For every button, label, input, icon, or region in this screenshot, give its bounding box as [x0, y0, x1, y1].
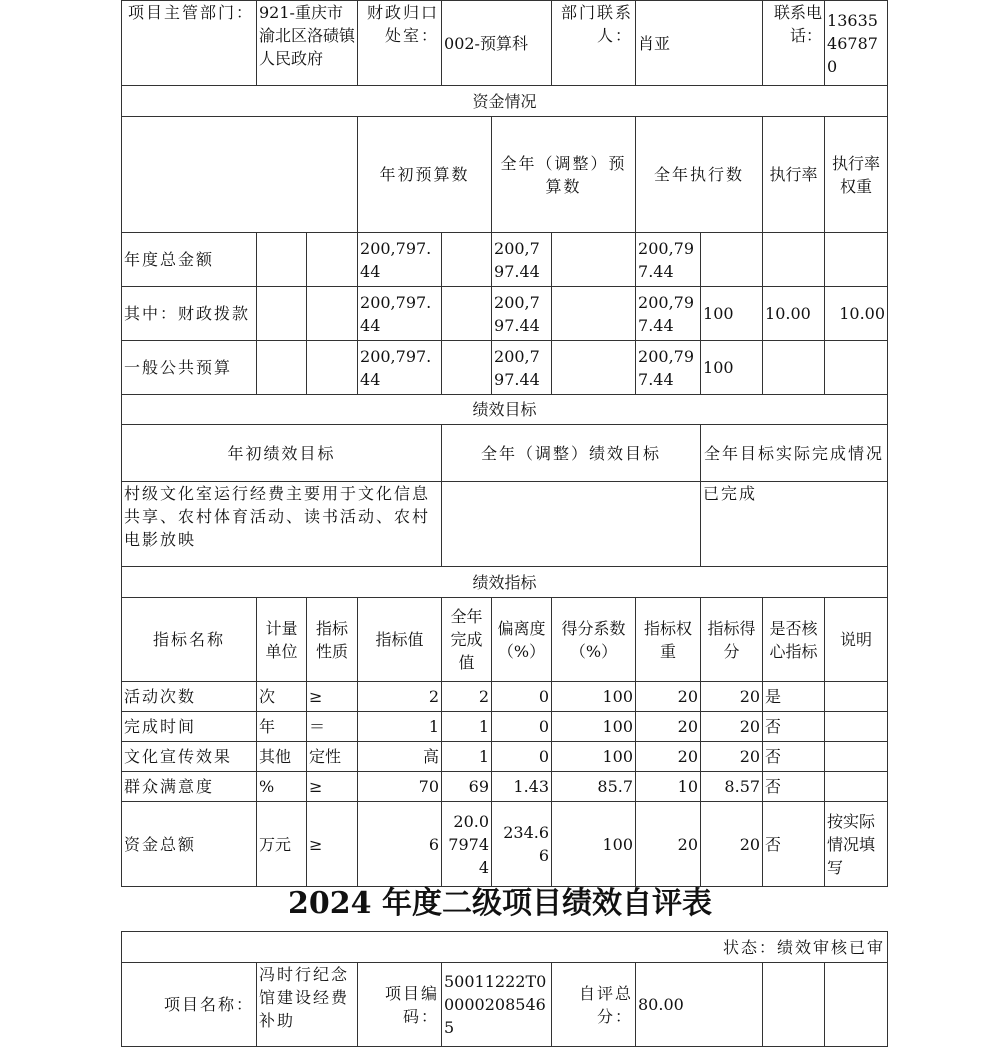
ind-actual: 1 — [442, 712, 492, 742]
goals-content-row — [122, 482, 888, 567]
funds-col-rate: 执行率 — [763, 117, 825, 233]
funds-header-row — [122, 117, 888, 233]
indicator-row — [122, 742, 888, 772]
funds-row-label: 年度总金额 — [122, 233, 257, 287]
funds-row-score: 10.00 — [825, 287, 888, 341]
ind-coef: 100 — [552, 802, 636, 887]
ind-score: 20 — [701, 682, 763, 712]
ind-nature: ≥ — [307, 772, 358, 802]
project-code-value: 50011222T000002085465 — [442, 963, 552, 1047]
goals-col-initial: 年初绩效目标 — [122, 425, 442, 482]
dept-value: 921-重庆市渝北区洛碛镇人民政府 — [257, 1, 358, 86]
ind-target: 70 — [358, 772, 442, 802]
funds-row — [122, 341, 888, 395]
funds-section-title: 资金情况 — [122, 86, 888, 117]
funds-row — [122, 287, 888, 341]
ind-coef: 100 — [552, 712, 636, 742]
contact-label: 部门联系人： — [552, 1, 636, 86]
funds-row-weight: 10.00 — [763, 287, 825, 341]
office-label: 财政归口处室： — [358, 1, 442, 86]
indicators-header-row — [122, 598, 888, 682]
contact-value: 肖亚 — [636, 1, 763, 86]
funds-col-executed: 全年执行数 — [636, 117, 763, 233]
ind-col-coef: 得分系数（%） — [552, 598, 636, 682]
ind-nature: 定性 — [307, 742, 358, 772]
funds-col-initial: 年初预算数 — [358, 117, 492, 233]
funds-row-score — [825, 233, 888, 287]
project-name-value: 冯时行纪念馆建设经费补助 — [257, 963, 358, 1047]
goals-col-actual: 全年目标实际完成情况 — [701, 425, 888, 482]
ind-col-target: 指标值 — [358, 598, 442, 682]
funds-row-adjusted: 200,797.44 — [492, 287, 552, 341]
ind-score: 20 — [701, 742, 763, 772]
ind-unit: 年 — [257, 712, 307, 742]
funds-row-rate: 100 — [701, 341, 763, 395]
ind-actual: 2 — [442, 682, 492, 712]
ind-actual: 1 — [442, 742, 492, 772]
funds-header-blank — [122, 117, 358, 233]
ind-core: 否 — [763, 742, 825, 772]
funds-row-initial: 200,797.44 — [358, 233, 442, 287]
project-code-label: 项目编码： — [358, 963, 442, 1047]
ind-col-nature: 指标性质 — [307, 598, 358, 682]
funds-row-rate — [701, 233, 763, 287]
funds-row-rate: 100 — [701, 287, 763, 341]
goals-actual-text: 已完成 — [701, 482, 888, 567]
ind-weight: 10 — [636, 772, 701, 802]
funds-row-initial: 200,797.44 — [358, 341, 442, 395]
ind-target: 1 — [358, 712, 442, 742]
ind-unit: 万元 — [257, 802, 307, 887]
dept-label: 项目主管部门： — [122, 1, 257, 86]
funds-row-label: 一般公共预算 — [122, 341, 257, 395]
funds-row-weight — [763, 341, 825, 395]
ind-deviation: 234.66 — [492, 802, 552, 887]
second-table-title: 2024 年度二级项目绩效自评表 — [288, 886, 712, 921]
ind-target: 高 — [358, 742, 442, 772]
funds-row-adjusted: 200,797.44 — [492, 233, 552, 287]
funds-row-score — [825, 341, 888, 395]
indicator-row — [122, 772, 888, 802]
ind-core: 否 — [763, 712, 825, 742]
ind-weight: 20 — [636, 742, 701, 772]
ind-col-core: 是否核心指标 — [763, 598, 825, 682]
funds-col-weight: 执行率权重 — [825, 117, 888, 233]
ind-deviation: 1.43 — [492, 772, 552, 802]
ind-target: 6 — [358, 802, 442, 887]
header-row — [122, 1, 888, 86]
ind-name: 资金总额 — [122, 802, 257, 887]
ind-note: 按实际情况填写 — [825, 802, 888, 887]
funds-row-executed: 200,797.44 — [636, 341, 701, 395]
ind-score: 20 — [701, 712, 763, 742]
ind-actual: 69 — [442, 772, 492, 802]
status-text: 状态：绩效审核已审 — [122, 932, 888, 963]
indicator-row — [122, 682, 888, 712]
funds-col-adjusted: 全年（调整）预算数 — [492, 117, 636, 233]
funds-row-weight — [763, 233, 825, 287]
ind-name: 群众满意度 — [122, 772, 257, 802]
ind-coef: 100 — [552, 682, 636, 712]
ind-col-deviation: 偏离度（%） — [492, 598, 552, 682]
second-table — [121, 931, 888, 1047]
ind-core: 否 — [763, 772, 825, 802]
ind-weight: 20 — [636, 802, 701, 887]
office-value: 002-预算科 — [442, 1, 552, 86]
ind-col-note: 说明 — [825, 598, 888, 682]
project-name-label: 项目名称： — [122, 963, 257, 1047]
goals-adjusted-text — [442, 482, 701, 567]
ind-coef: 85.7 — [552, 772, 636, 802]
ind-note — [825, 712, 888, 742]
indicators-section-title: 绩效指标 — [122, 567, 888, 598]
ind-name: 活动次数 — [122, 682, 257, 712]
phone-label: 联系电话： — [763, 1, 825, 86]
ind-core: 是 — [763, 682, 825, 712]
goals-col-adjusted: 全年（调整）绩效目标 — [442, 425, 701, 482]
second-info-row — [122, 963, 888, 1047]
indicator-row — [122, 712, 888, 742]
funds-row — [122, 233, 888, 287]
indicator-row — [122, 802, 888, 887]
funds-row-executed: 200,797.44 — [636, 233, 701, 287]
goals-section-title: 绩效目标 — [122, 395, 888, 425]
ind-coef: 100 — [552, 742, 636, 772]
ind-weight: 20 — [636, 712, 701, 742]
ind-deviation: 0 — [492, 712, 552, 742]
phone-value: 13635467870 — [825, 1, 888, 86]
ind-nature: ≥ — [307, 682, 358, 712]
ind-deviation: 0 — [492, 742, 552, 772]
ind-core: 否 — [763, 802, 825, 887]
goals-initial-text: 村级文化室运行经费主要用于文化信息共享、农村体育活动、读书活动、农村电影放映 — [122, 482, 442, 567]
ind-note — [825, 682, 888, 712]
ind-name: 文化宣传效果 — [122, 742, 257, 772]
funds-row-label: 其中：财政拨款 — [122, 287, 257, 341]
ind-target: 2 — [358, 682, 442, 712]
ind-col-unit: 计量单位 — [257, 598, 307, 682]
ind-col-weight: 指标权重 — [636, 598, 701, 682]
ind-unit: 次 — [257, 682, 307, 712]
ind-col-actual: 全年完成值 — [442, 598, 492, 682]
ind-note — [825, 742, 888, 772]
ind-name: 完成时间 — [122, 712, 257, 742]
ind-weight: 20 — [636, 682, 701, 712]
performance-table — [121, 0, 888, 887]
ind-nature: ≥ — [307, 802, 358, 887]
goals-header-row — [122, 425, 888, 482]
ind-score: 20 — [701, 802, 763, 887]
self-score-label: 自评总分： — [552, 963, 636, 1047]
ind-nature: ＝ — [307, 712, 358, 742]
ind-deviation: 0 — [492, 682, 552, 712]
ind-unit: 其他 — [257, 742, 307, 772]
ind-unit: % — [257, 772, 307, 802]
funds-row-initial: 200,797.44 — [358, 287, 442, 341]
ind-score: 8.57 — [701, 772, 763, 802]
ind-col-name: 指标名称 — [122, 598, 257, 682]
self-score-value: 80.00 — [636, 963, 763, 1047]
ind-note — [825, 772, 888, 802]
ind-col-score: 指标得分 — [701, 598, 763, 682]
ind-actual: 20.079744 — [442, 802, 492, 887]
funds-row-executed: 200,797.44 — [636, 287, 701, 341]
funds-row-adjusted: 200,797.44 — [492, 341, 552, 395]
